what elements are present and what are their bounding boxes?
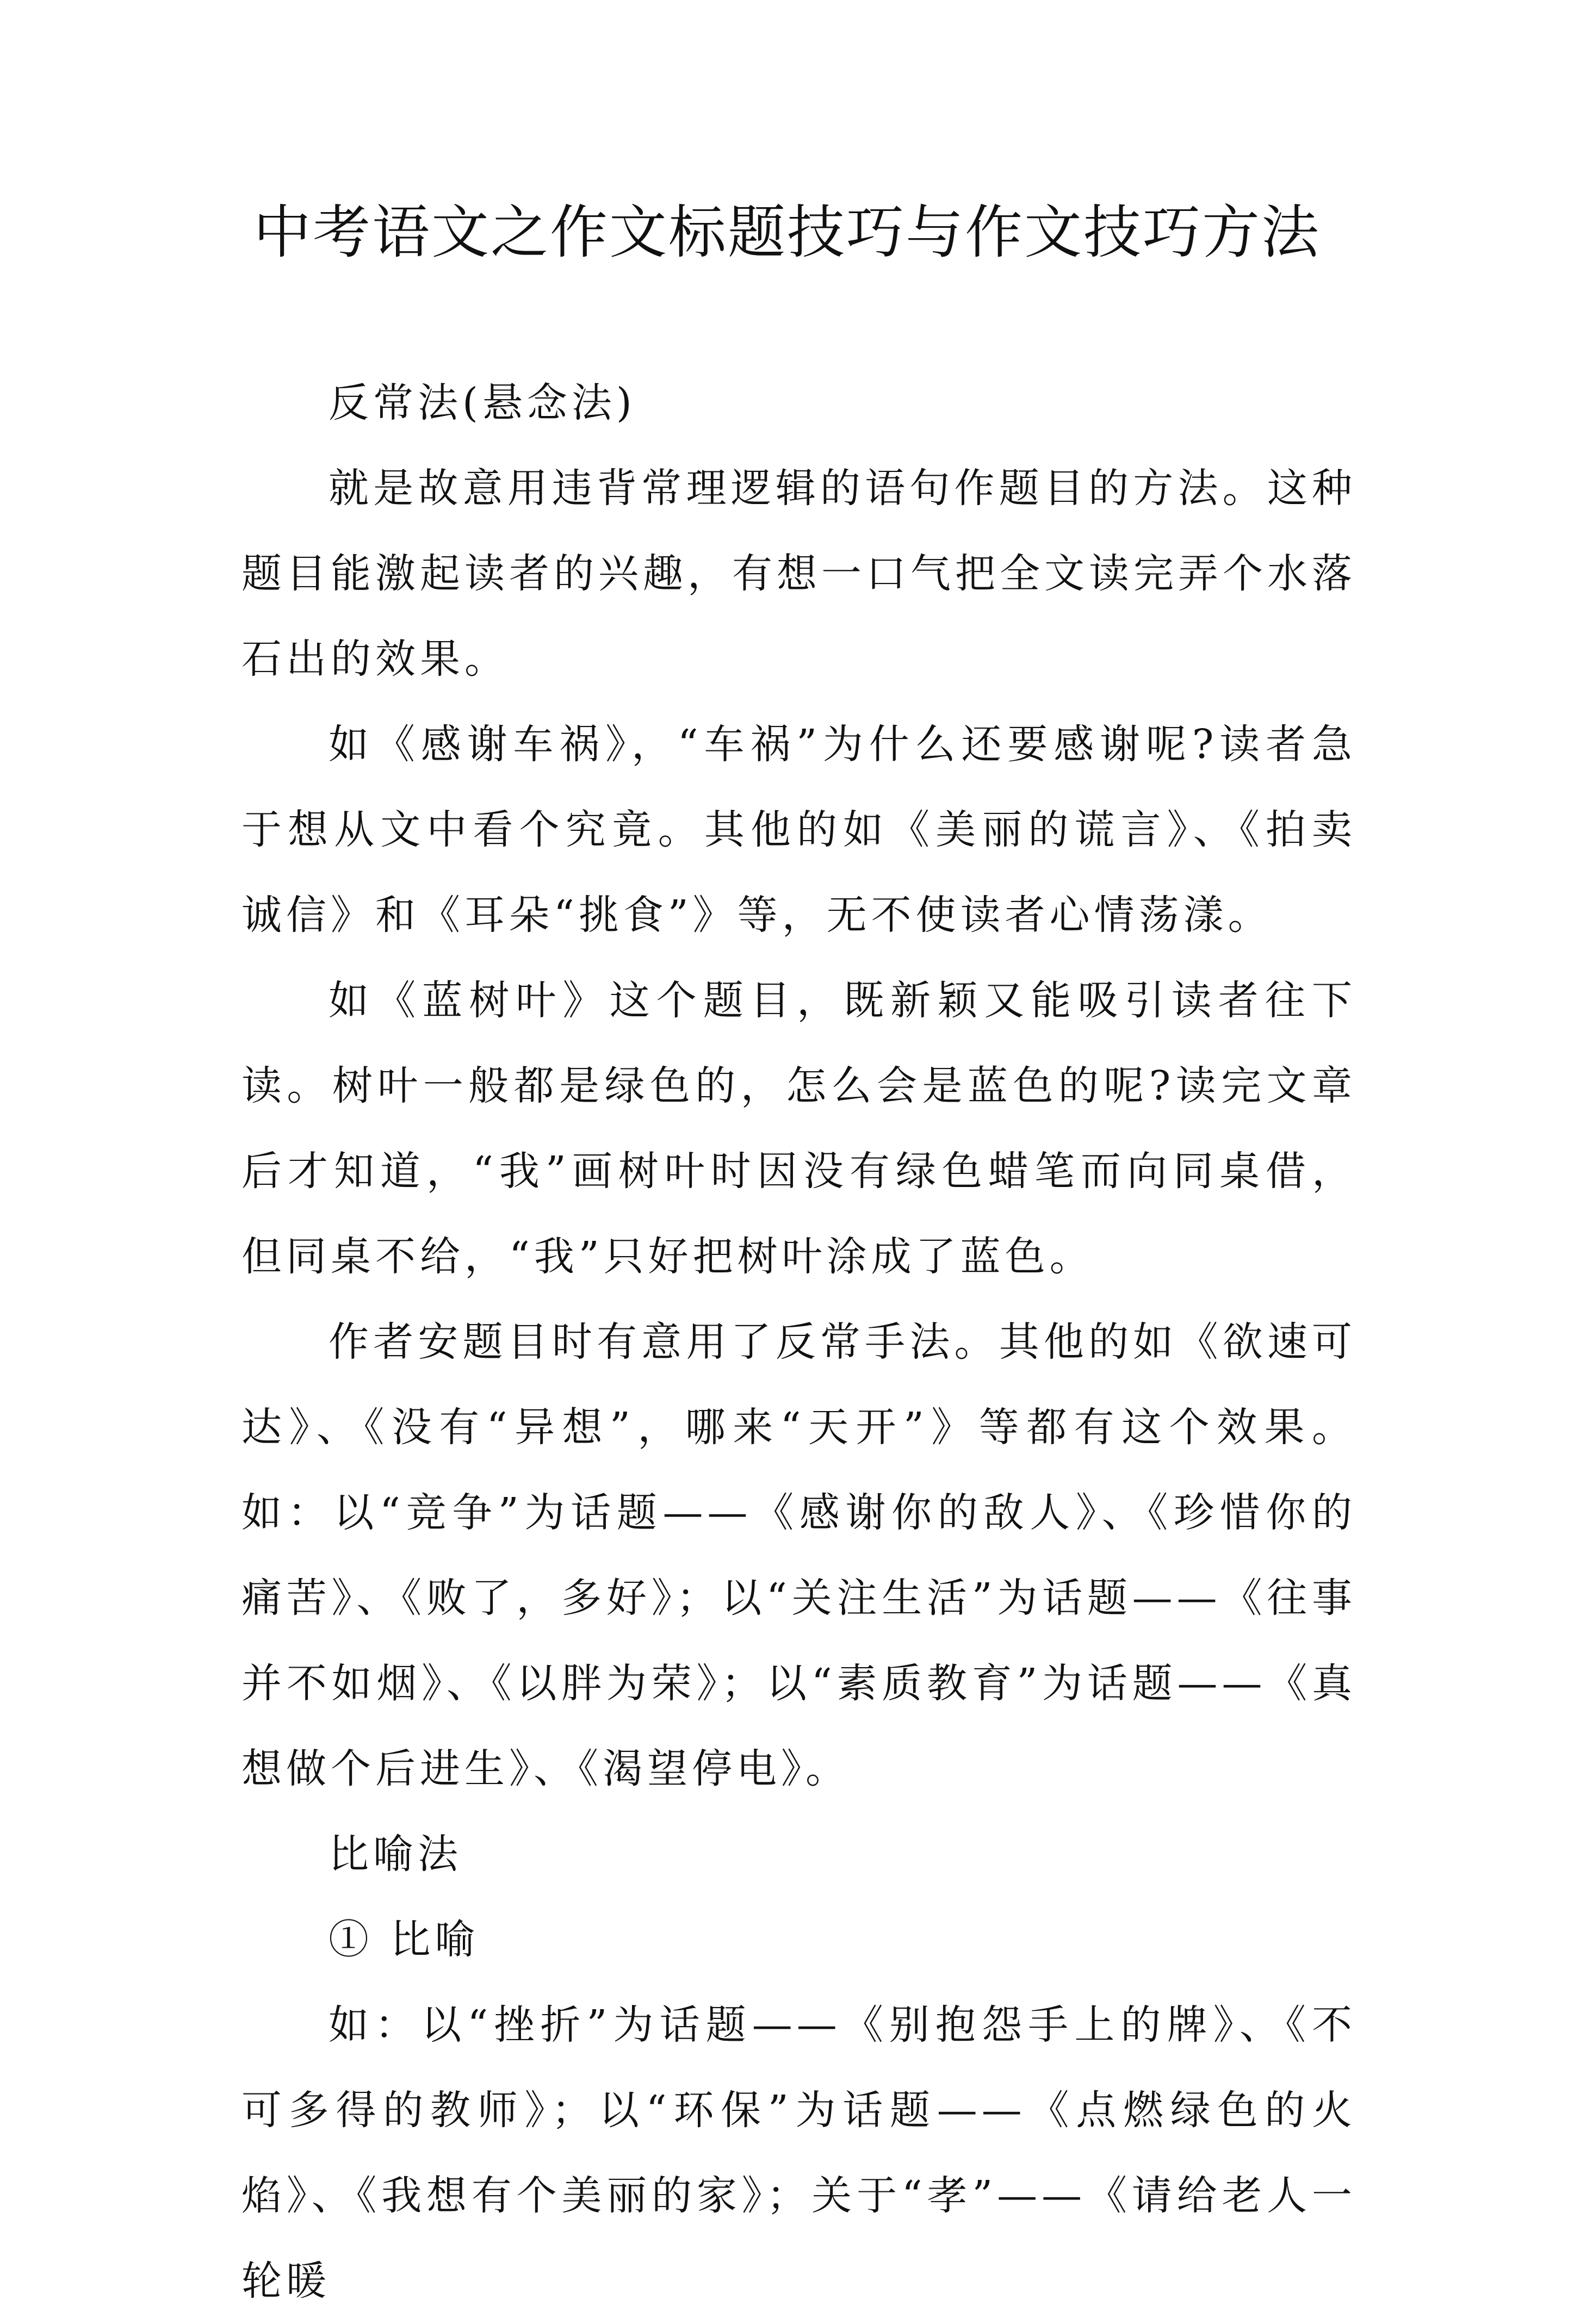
paragraph: 作者安题目时有意用了反常手法。其他的如《欲速可达》、《没有“异想”，哪来“天开”》等都有这个效果。如：以“竞争”为话题——《感谢你的敌人》、《珍惜你的痛苦》、《败了，多好》；以“关注生活”为话题——《往事并不如烟》、《以胖为荣》；以“素质教育”为话题——《真想做个后进生》、《渴望停电》。 <box>241 1319 1356 1792</box>
paragraph: 就是故意用违背常理逻辑的语句作题目的方法。这种题目能激起读者的兴趣，有想一口气把全文读完弄个水落石出的效果。 <box>241 465 1356 682</box>
paragraph-subheading-biyu: ① 比喻 <box>329 1916 480 1963</box>
paragraph: 如：以“挫折”为话题——《别抱怨手上的牌》、《不可多得的教师》；以“环保”为话题——《点燃绿色的火焰》、《我想有个美丽的家》；关于“孝”——《请给老人一轮暖 <box>241 2002 1356 2304</box>
paragraph: 如《感谢车祸》，“车祸”为什么还要感谢呢?读者急于想从文中看个究竟。其他的如《美丽的谎言》、《拍卖诚信》和《耳朵“挑食”》等，无不使读者心情荡漾。 <box>241 721 1356 939</box>
paragraph-heading-biyufa: 比喻法 <box>329 1831 462 1878</box>
paragraph: 如《蓝树叶》这个题目，既新颖又能吸引读者往下读。树叶一般都是绿色的，怎么会是蓝色的呢?读完文章后才知道，“我”画树叶时因没有绿色蜡笔而向同桌借，但同桌不给，“我”只好把树叶涂成了蓝色。 <box>241 977 1356 1280</box>
document-body <box>241 361 1356 2324</box>
paragraph-heading-fanchangfa: 反常法(悬念法) <box>329 380 636 426</box>
document-title: 中考语文之作文标题技巧与作文技巧方法 <box>253 199 1321 266</box>
